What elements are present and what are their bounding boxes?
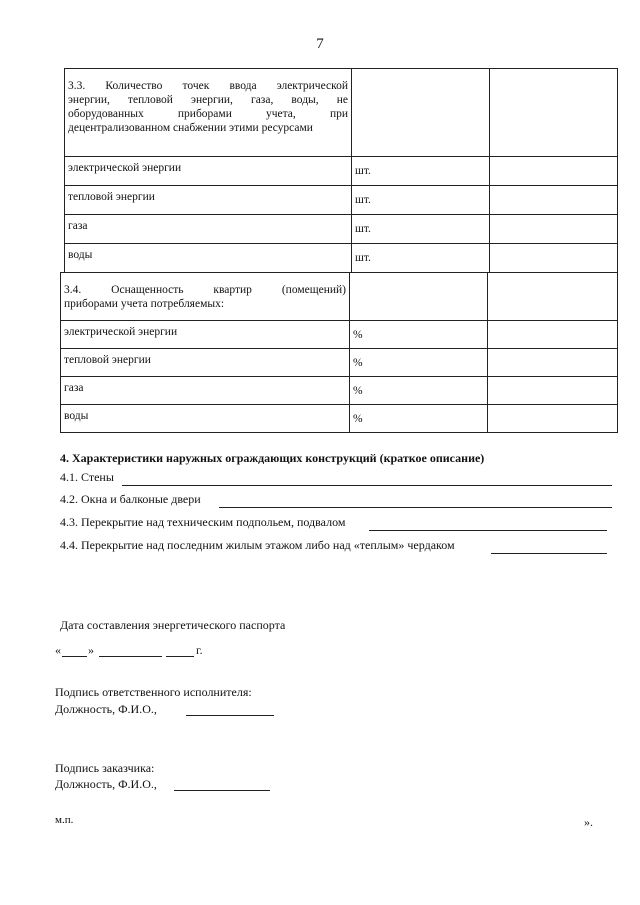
row-3-3-line: энергии, тепловой энергии, газа, воды, не <box>68 94 348 106</box>
executor-fields-label: Должность, Ф.И.О., <box>55 702 157 716</box>
customer-signature-label: Подпись заказчика: <box>55 761 155 775</box>
table-row-3-3-header <box>65 69 618 157</box>
unit-cell[interactable]: шт. <box>352 244 490 273</box>
date-open-quote: « <box>55 643 61 657</box>
value-cell[interactable] <box>488 273 618 321</box>
row-3-3-line: децентрализованном снабжении этими ресурсами <box>68 122 313 134</box>
item-label: воды <box>61 405 350 433</box>
table-row <box>61 405 618 433</box>
item-label: газа <box>61 377 350 405</box>
date-month-field[interactable] <box>99 656 162 657</box>
page-number: 7 <box>316 36 324 52</box>
table-row <box>61 321 618 349</box>
value-cell[interactable] <box>490 186 618 215</box>
item-label: тепловой энергии <box>65 186 352 215</box>
value-cell[interactable] <box>490 157 618 186</box>
unit-cell[interactable]: % <box>350 377 488 405</box>
value-cell[interactable] <box>488 349 618 377</box>
executor-name-field[interactable] <box>186 715 274 716</box>
closing-mark: ». <box>584 815 593 829</box>
row-3-3-description <box>65 69 352 157</box>
unit-cell[interactable]: % <box>350 321 488 349</box>
row-3-3-line: оборудованных приборами учета, при <box>68 108 348 120</box>
unit-cell[interactable]: % <box>350 349 488 377</box>
unit-cell[interactable]: шт. <box>352 215 490 244</box>
row-3-4-description <box>61 273 350 321</box>
section-4-2-field[interactable] <box>219 507 612 508</box>
row-3-4-line: приборами учета потребляемых: <box>64 298 225 310</box>
section-4-1-field[interactable] <box>122 485 612 486</box>
table-row <box>65 215 618 244</box>
table-row <box>65 186 618 215</box>
section-4-4-field[interactable] <box>491 553 607 554</box>
table-row <box>65 157 618 186</box>
value-cell[interactable] <box>350 273 488 321</box>
section-4-1-label: 4.1. Стены <box>60 470 114 484</box>
date-year-field[interactable] <box>166 656 194 657</box>
unit-cell[interactable]: % <box>350 405 488 433</box>
table-row <box>65 244 618 273</box>
table-3-3 <box>64 68 618 273</box>
value-cell[interactable] <box>488 321 618 349</box>
row-3-4-line: 3.4. Оснащенность квартир (помещений) <box>64 284 346 296</box>
section-4-heading: 4. Характеристики наружных ограждающих конструкций (краткое описание) <box>60 451 485 465</box>
row-3-3-line: 3.3. Количество точек ввода электрической <box>68 80 348 92</box>
stamp-label: м.п. <box>55 814 74 826</box>
executor-signature-label: Подпись ответственного исполнителя: <box>55 685 252 699</box>
value-cell[interactable] <box>352 69 490 157</box>
customer-fields-label: Должность, Ф.И.О., <box>55 777 157 791</box>
value-cell[interactable] <box>490 244 618 273</box>
unit-cell[interactable]: шт. <box>352 186 490 215</box>
value-cell[interactable] <box>488 405 618 433</box>
table-row <box>61 349 618 377</box>
section-4-3-label: 4.3. Перекрытие над техническим подпольем, подвалом <box>60 515 346 529</box>
customer-name-field[interactable] <box>174 790 270 791</box>
section-4-4-label: 4.4. Перекрытие над последним жилым этажом либо над «теплым» чердаком <box>60 538 455 552</box>
value-cell[interactable] <box>488 377 618 405</box>
section-4-2-label: 4.2. Окна и балконые двери <box>60 492 201 506</box>
table-row <box>61 377 618 405</box>
table-3-4 <box>60 272 618 433</box>
item-label: тепловой энергии <box>61 349 350 377</box>
value-cell[interactable] <box>490 215 618 244</box>
date-year-suffix: г. <box>196 643 203 657</box>
date-label: Дата составления энергетического паспорта <box>60 618 286 632</box>
item-label: воды <box>65 244 352 273</box>
item-label: электрической энергии <box>61 321 350 349</box>
unit-cell[interactable]: шт. <box>352 157 490 186</box>
section-4-3-field[interactable] <box>369 530 607 531</box>
item-label: газа <box>65 215 352 244</box>
date-close-quote: » <box>88 643 94 657</box>
table-row-3-4-header <box>61 273 618 321</box>
item-label: электрической энергии <box>65 157 352 186</box>
date-day-field[interactable] <box>62 656 87 657</box>
value-cell[interactable] <box>490 69 618 157</box>
